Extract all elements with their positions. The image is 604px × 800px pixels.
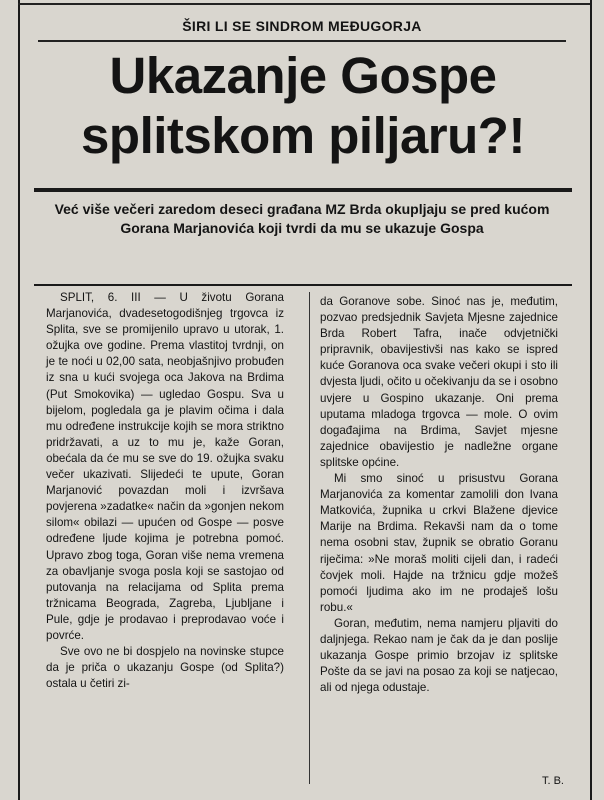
kicker: ŠIRI LI SE SINDROM MEĐUGORJA	[182, 18, 422, 34]
headline: Ukazanje Gospe splitskom piljaru?!	[81, 47, 525, 164]
left-paragraph-1: SPLIT, 6. III — U životu Gorana Marjanovića, dvadesetogodišnjeg trgovca iz Splita, sve se promijenilo upravo u utorak, 1. ožujka ove godine. Prema vlastitoj tvrdnji, on je te noći u 02,00 sata, neobjašnjivo probuđen iz sna u kući svojega oca Jakova na Brdima (Put Smokovika) — ugledao Gospu. Sva u bijelom, pogledala ga je plavim očima i dala mu određene instrukcije kojih se mora striktno pridržavati, a uz to mu je, kaže Goran, obećala da će mu se sve do 19. ožujka svaku večer ukazivati. Slijedeći te upute, Goran Marjanović povazdan moli i izvršava povjerena »zadatke« način da »gonjen nekom silom« obilazi — upućen od Gospe — posve određene ljude kojima je potrebna pomoć. Upravo zbog toga, Goran više nema vremena za obavljanje svoga posla koji se sastojao od putovanja na relacijama od Splita prema tržnicama Beograda, Zagreba, Ljubljane i Pule, gdje je prodavao i preprodavao voće i povrće.	[46, 291, 284, 642]
top-rule	[18, 3, 590, 5]
left-column	[46, 290, 284, 692]
headline-rule	[34, 188, 572, 192]
kicker-rule	[38, 40, 566, 42]
signature: T. B.	[541, 775, 564, 787]
right-paragraph-1: da Goranove sobe. Sinoć nas je, međutim, pozvao predsjednik Savjeta Mjesne zajednice Brda Robert Tafra, inače odvjetnički pripravnik, obavijestivši nas kako se ispred kuće Goranova oca svake večeri okupi i sto ili dvjesta ljudi, očito u očekivanju da se i osobno uvjere u Gospino ukazanje. Oni prema uputama mladoga trgovca — mole. O ovim događajima na Brdima, Savjet mjesne zajednice obavijestio je nadležne organe splitske općine.	[320, 295, 558, 469]
right-paragraph-2: Mi smo sinoć u prisustvu Gorana Marjanovića za komentar zamolili don Ivana Matkovića, župnika u crkvi Blažene djevice Marije na Brdima. Rekavši nam da o tome nema osobni stav, župnik se obratio Goranu riječima: »Ne moraš moliti cijeli dan, i radeći čovjek moli. Hajde na tržnicu gdje možeš pomoći ljudima ako im ne prodaješ lošu robu.«	[320, 472, 558, 614]
deck: Već više večeri zaredom deseci građana MZ Brda okupljaju se pred kućom Gorana Marjanovića koji tvrdi da mu se ukazuje Gospa	[54, 201, 550, 236]
right-paragraph-3: Goran, međutim, nema namjeru pljaviti do daljnjega. Rekao nam je čak da je dan poslije ukazanja Gospe primio brzojav iz splitske Pošte da se javi na posao za koji se natjecao, ali od njega odustaje.	[320, 616, 558, 695]
right-column	[320, 294, 558, 696]
deck-rule	[34, 284, 572, 286]
left-paragraph-2: Sve ovo ne bi dospjelo na novinske stupce da je priča o ukazanju Gospe (od Splita?) ostala u četiri zi-	[46, 645, 284, 691]
column-divider	[309, 292, 310, 784]
